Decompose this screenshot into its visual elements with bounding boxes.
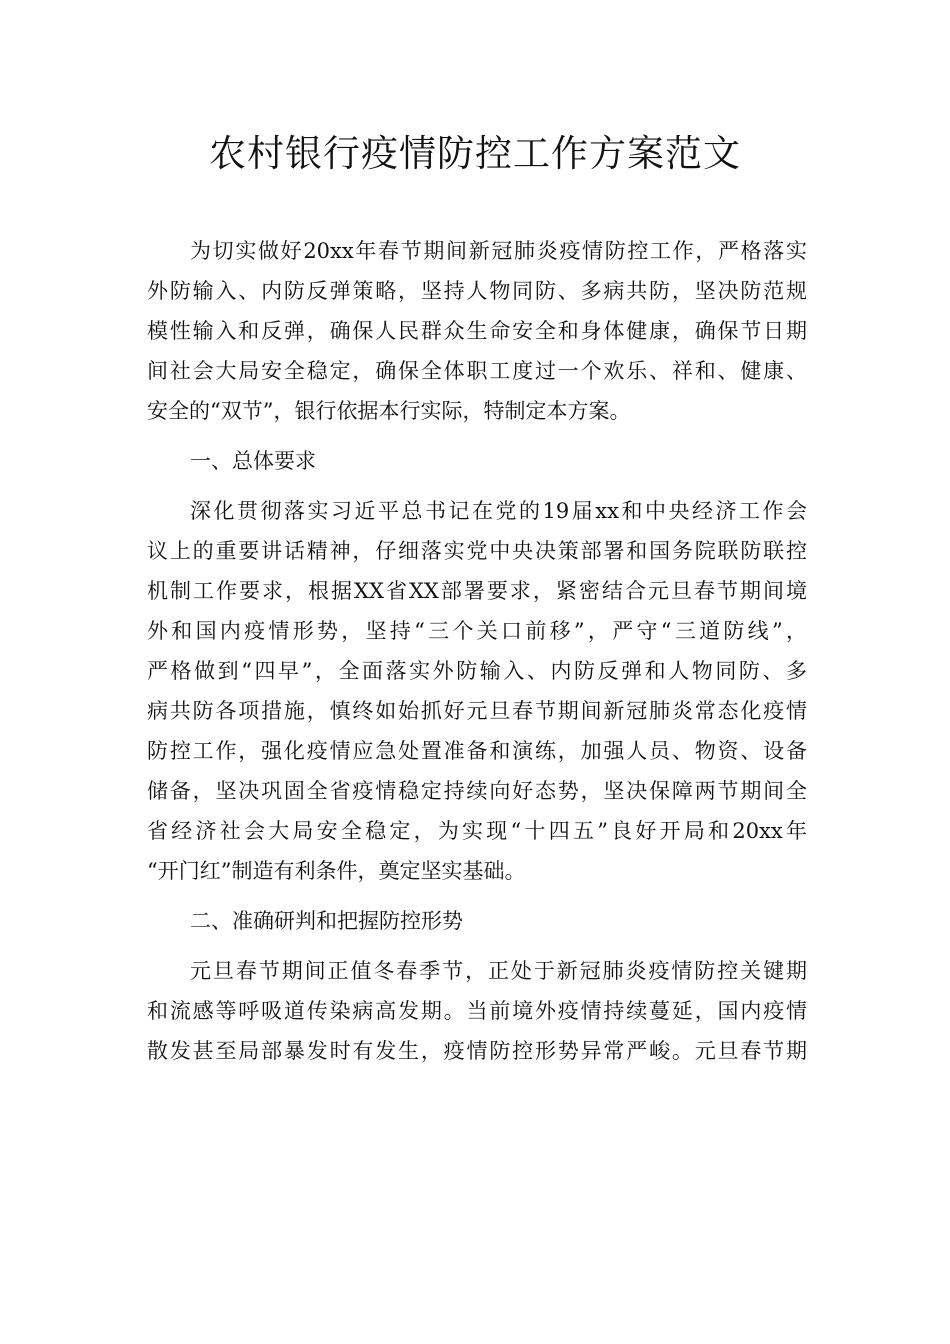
- text-line: 模性输入和反弹，确保人民群众生命安全和身体健康，确保节日期: [147, 319, 807, 343]
- text-line: 外防输入、内防反弹策略，坚持人物同防、多病共防，坚决防范规: [147, 279, 807, 303]
- paragraph-intro: [147, 231, 807, 431]
- section-heading: 一、总体要求: [190, 449, 316, 473]
- text-line: 为切实做好20xx年春节期间新冠肺炎疫情防控工作，严格落实: [190, 239, 807, 263]
- document-body: [147, 231, 807, 1071]
- text-line: 严格做到“四早”，全面落实外防输入、内防反弹和人物同防、多: [147, 659, 807, 683]
- text-line: 病共防各项措施，慎终如始抓好元旦春节期间新冠肺炎常态化疫情: [147, 699, 807, 723]
- text-line: “开门红”制造有利条件，奠定坚实基础。: [147, 859, 526, 883]
- paragraph-gap: [147, 481, 807, 491]
- text-line: 储备，坚决巩固全省疫情稳定持续向好态势，坚决保障两节期间全: [147, 779, 807, 803]
- section-heading-general-requirements: [147, 441, 807, 481]
- text-line: 间社会大局安全稳定，确保全体职工度过一个欢乐、祥和、健康、: [147, 359, 807, 383]
- text-line: 议上的重要讲话精神，仔细落实党中央决策部署和国务院联防联控: [147, 539, 807, 563]
- paragraph-gap: [147, 941, 807, 951]
- section-heading: 二、准确研判和把握防控形势: [190, 909, 463, 933]
- text-line: 深化贯彻落实习近平总书记在党的19届xx和中央经济工作会: [190, 499, 807, 523]
- text-line: 元旦春节期间正值冬春季节，正处于新冠肺炎疫情防控关键期: [190, 959, 807, 983]
- text-line: 省经济社会大局安全稳定，为实现“十四五”良好开局和20xx年: [147, 819, 807, 843]
- text-line: 散发甚至局部暴发时有发生，疫情防控形势异常严峻。元旦春节期: [147, 1039, 807, 1063]
- paragraph-situation-assessment: [147, 951, 807, 1071]
- text-line: 防控工作，强化疫情应急处置准备和演练，加强人员、物资、设备: [147, 739, 807, 763]
- paragraph-gap: [147, 891, 807, 901]
- text-line: 安全的“双节”，银行依据本行实际，特制定本方案。: [147, 399, 631, 423]
- text-line: 和流感等呼吸道传染病高发期。当前境外疫情持续蔓延，国内疫情: [147, 999, 807, 1023]
- document-title: 农村银行疫情防控工作方案范文: [209, 132, 741, 175]
- paragraph-gap: [147, 431, 807, 441]
- section-heading-situation-assessment: [147, 901, 807, 941]
- text-line: 外和国内疫情形势，坚持“三个关口前移”，严守“三道防线”，: [147, 619, 807, 643]
- paragraph-general-requirements: [147, 491, 807, 891]
- text-line: 机制工作要求，根据XX省XX部署要求，紧密结合元旦春节期间境: [147, 579, 807, 603]
